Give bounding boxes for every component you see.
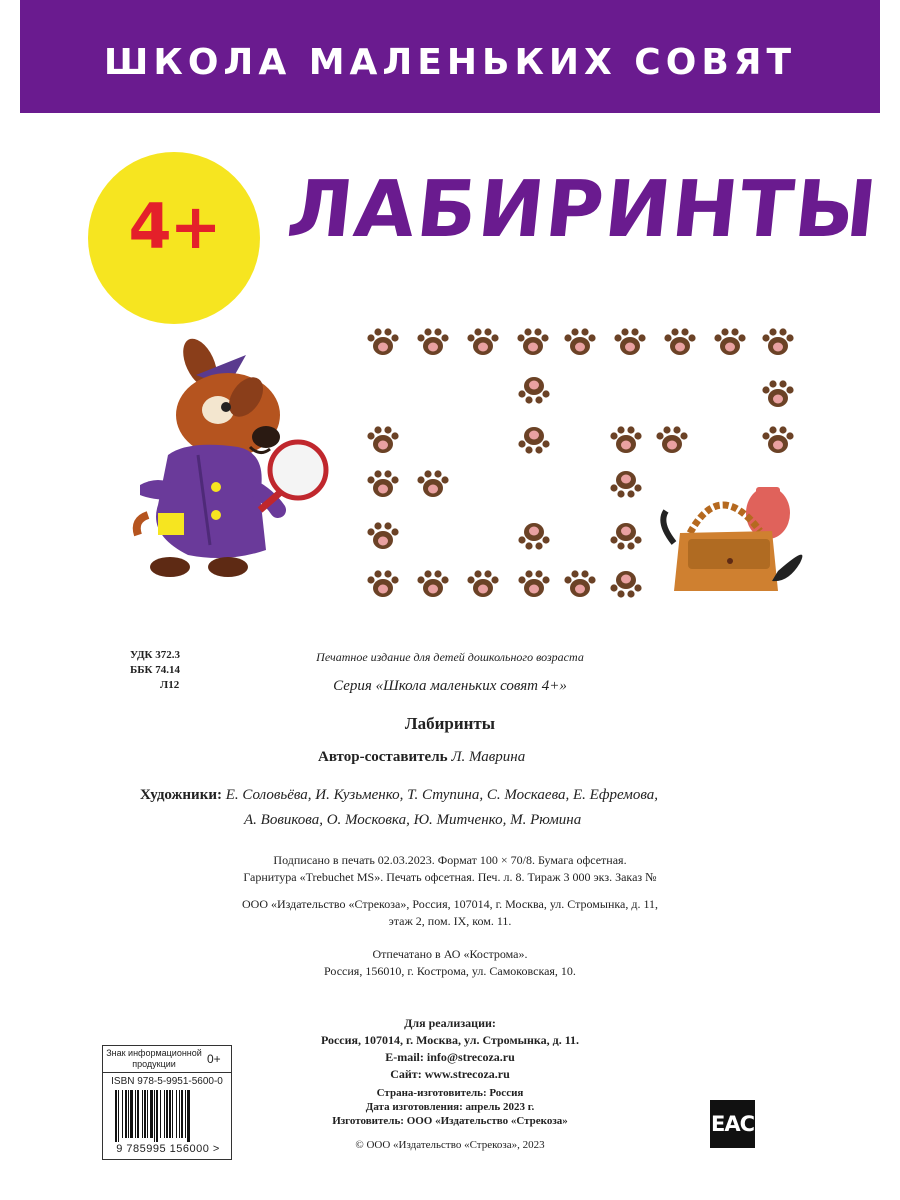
- made-date-line: Дата изготовления: апрель 2023 г.: [365, 1101, 535, 1113]
- paw-print-icon: [365, 568, 401, 600]
- sales-site: Сайт: www.strecoza.ru: [390, 1067, 510, 1081]
- print-line-1: Подписано в печать 02.03.2023. Формат 100 × 70/8. Бумага офсетная.: [273, 853, 627, 867]
- paw-print-icon: [516, 374, 552, 406]
- printer-line-2: Россия, 156010, г. Кострома, ул. Самоковская, 10.: [324, 964, 576, 978]
- bbk-code: ББК 74.14: [130, 664, 181, 676]
- paw-print-icon: [760, 424, 796, 456]
- paw-print-icon: [516, 424, 552, 456]
- paw-print-icon: [465, 568, 501, 600]
- author-line: [318, 749, 525, 766]
- paw-print-icon: [608, 424, 644, 456]
- info-product-sign: [102, 1045, 232, 1073]
- series-banner-text: ШКОЛА МАЛЕНЬКИХ СОВЯТ: [103, 42, 797, 83]
- manufacturer-details: [250, 1086, 650, 1128]
- publisher-line-1: ООО «Издательство «Стрекоза», Россия, 107014, г. Москва, ул. Стромынка, д. 11,: [241, 897, 659, 911]
- printer-details: [150, 946, 750, 980]
- paw-print-icon: [415, 568, 451, 600]
- paw-print-icon: [608, 568, 644, 600]
- sales-address: Россия, 107014, г. Москва, ул. Стромынка, д. 11.: [320, 1033, 580, 1047]
- book-title: Лабиринты: [404, 714, 496, 733]
- paw-print-icon: [760, 326, 796, 358]
- author-mark-code: Л12: [160, 679, 180, 691]
- paw-print-icon: [365, 520, 401, 552]
- info-sign-label: Знак информационной продукции: [106, 1048, 202, 1069]
- paw-print-icon: [515, 326, 551, 358]
- sales-details: [250, 1015, 650, 1083]
- publisher-line-2: этаж 2, пом. IX, ком. 11.: [388, 914, 512, 928]
- paw-print-icon: [415, 468, 451, 500]
- barcode-digits: 9 785995 156000 >: [116, 1143, 220, 1155]
- series-line: Серия «Школа маленьких совят 4+»: [333, 678, 567, 694]
- maker-line: Изготовитель: ООО «Издательство «Стрекоза»: [332, 1115, 568, 1127]
- artists-line: [140, 787, 658, 804]
- print-details: [150, 852, 750, 886]
- paw-print-icon: [760, 378, 796, 410]
- paw-print-icon: [465, 326, 501, 358]
- bag-illustration: [660, 483, 820, 601]
- info-sign-rating: 0+: [207, 1052, 221, 1066]
- classification-block: [130, 648, 180, 693]
- publisher-details: [150, 896, 750, 930]
- artists-names-1: Е. Соловьёва, И. Кузьменко, Т. Ступина, С. Москаева, Е. Ефремова,: [225, 787, 658, 803]
- paw-print-icon: [562, 326, 598, 358]
- paw-print-icon: [415, 326, 451, 358]
- isbn-label: ISBN 978-5-9951-5600-0: [111, 1076, 223, 1087]
- artists-names-2: А. Вовикова, О. Московка, Ю. Митченко, М. Рюмина: [244, 812, 582, 828]
- paw-print-icon: [562, 568, 598, 600]
- edition-note: Печатное издание для детей дошкольного возраста: [316, 650, 584, 664]
- copyright-line: © ООО «Издательство «Стрекоза», 2023: [355, 1139, 545, 1151]
- udk-code: УДК 372.3: [130, 649, 181, 661]
- age-badge-text: 4+: [128, 190, 220, 263]
- author-label: Автор-составитель: [318, 749, 448, 765]
- paw-print-icon: [712, 326, 748, 358]
- sales-label: Для реализации:: [404, 1016, 496, 1030]
- printer-line-1: Отпечатано в АО «Кострома».: [372, 947, 528, 961]
- barcode-icon: [115, 1090, 221, 1142]
- paw-print-icon: [365, 326, 401, 358]
- author-name: Л. Маврина: [451, 749, 526, 765]
- paw-print-icon: [608, 520, 644, 552]
- artists-label: Художники:: [140, 787, 222, 803]
- paw-print-icon: [654, 424, 690, 456]
- country-line: Страна-изготовитель: Россия: [376, 1087, 524, 1099]
- paw-print-icon: [662, 326, 698, 358]
- paw-print-icon: [612, 326, 648, 358]
- cover-title: ЛАБИРИНТЫ: [283, 165, 883, 255]
- paw-print-icon: [365, 468, 401, 500]
- isbn-barcode-box: [102, 1072, 232, 1160]
- paw-print-icon: [516, 568, 552, 600]
- print-line-2: Гарнитура «Trebuchet MS». Печать офсетная. Печ. л. 8. Тираж 3 000 экз. Заказ №: [243, 870, 657, 884]
- paw-print-icon: [365, 424, 401, 456]
- paw-print-icon: [516, 520, 552, 552]
- sales-email: E-mail: info@strecoza.ru: [385, 1050, 515, 1064]
- eac-mark-icon: EAC: [710, 1100, 755, 1148]
- paw-print-icon: [608, 468, 644, 500]
